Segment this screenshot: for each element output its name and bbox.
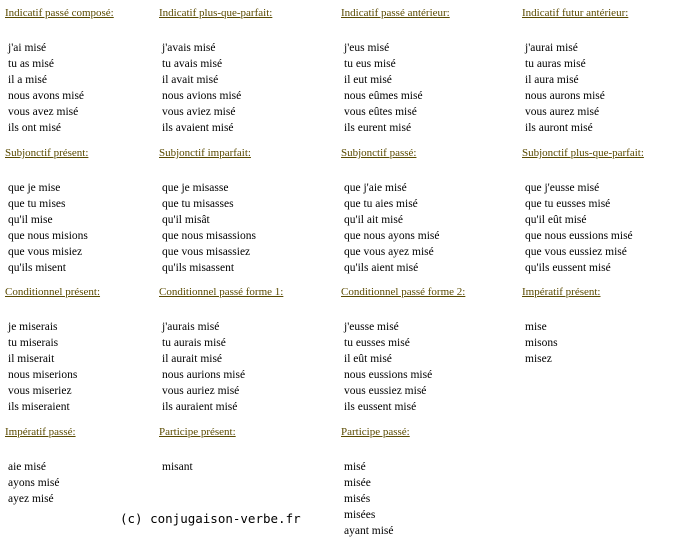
- tense-block: [341, 286, 511, 415]
- conjugated-form: ayons misé: [8, 477, 60, 489]
- conjugated-form: ils ont misé: [8, 122, 62, 134]
- conjugated-form: misant: [162, 461, 193, 473]
- tense-block: [159, 147, 329, 276]
- conjugated-form: vous aviez misé: [162, 106, 236, 118]
- tense-forms: [5, 459, 175, 507]
- conjugated-form: vous avez misé: [8, 106, 79, 118]
- conjugated-form: que vous misiez: [8, 246, 83, 258]
- conjugated-form: il aura misé: [525, 74, 579, 86]
- tense-block: [522, 147, 692, 276]
- tense-forms: [159, 319, 329, 415]
- tense-block: [5, 426, 175, 507]
- conjugated-form: misés: [344, 493, 371, 505]
- conjugated-form: vous miseriez: [8, 385, 72, 397]
- conjugated-form: qu'ils misassent: [162, 262, 235, 274]
- conjugated-form: ils eussent misé: [344, 401, 417, 413]
- conjugated-form: ils avaient misé: [162, 122, 234, 134]
- conjugated-form: ayez misé: [8, 493, 54, 505]
- conjugated-form: j'ai misé: [8, 42, 47, 54]
- conjugated-form: tu as misé: [8, 58, 54, 70]
- tense-forms: [5, 180, 175, 276]
- conjugated-form: mise: [525, 321, 547, 333]
- conjugated-form: qu'il eût misé: [525, 214, 587, 226]
- conjugated-form: qu'il misât: [162, 214, 210, 226]
- conjugated-form: que tu aies misé: [344, 198, 418, 210]
- conjugated-form: que nous misions: [8, 230, 88, 242]
- conjugated-form: nous aurions misé: [162, 369, 246, 381]
- tense-block: [159, 426, 329, 475]
- tense-block: [522, 7, 692, 136]
- conjugated-form: vous eussiez misé: [344, 385, 427, 397]
- conjugated-form: nous miserions: [8, 369, 78, 381]
- conjugated-form: tu miserais: [8, 337, 59, 349]
- tense-forms: [5, 40, 175, 136]
- conjugated-form: j'aurai misé: [525, 42, 578, 54]
- tense-title[interactable]: Indicatif passé composé:: [5, 7, 114, 19]
- conjugated-form: que j'eusse misé: [525, 182, 600, 194]
- tense-title[interactable]: Conditionnel passé forme 1:: [159, 286, 284, 298]
- conjugated-form: que je misasse: [162, 182, 229, 194]
- tense-title[interactable]: Participe passé:: [341, 426, 410, 438]
- tense-block: [341, 7, 511, 136]
- tense-forms: [341, 40, 511, 136]
- tense-block: [159, 7, 329, 136]
- conjugated-form: qu'ils misent: [8, 262, 66, 274]
- conjugated-form: je miserais: [8, 321, 58, 333]
- tense-forms: [522, 180, 692, 276]
- tense-block: [5, 147, 175, 276]
- conjugated-form: ils auront misé: [525, 122, 593, 134]
- tense-forms: [341, 459, 511, 539]
- conjugated-form: j'eus misé: [344, 42, 390, 54]
- tense-forms: [522, 40, 692, 136]
- conjugated-form: il miserait: [8, 353, 55, 365]
- conjugated-form: nous avions misé: [162, 90, 242, 102]
- tense-title[interactable]: Subjonctif présent:: [5, 147, 89, 159]
- tense-forms: [522, 319, 692, 367]
- conjugated-form: ils miseraient: [8, 401, 70, 413]
- tense-forms: [159, 40, 329, 136]
- conjugated-form: vous aurez misé: [525, 106, 600, 118]
- conjugated-form: qu'il mise: [8, 214, 53, 226]
- conjugated-form: il a misé: [8, 74, 47, 86]
- conjugated-form: ayant misé: [344, 525, 394, 537]
- tense-block: [159, 286, 329, 415]
- conjugated-form: que je mise: [8, 182, 61, 194]
- conjugated-form: ils auraient misé: [162, 401, 238, 413]
- conjugated-form: que tu eusses misé: [525, 198, 611, 210]
- tense-block: [5, 286, 175, 415]
- tense-title[interactable]: Participe présent:: [159, 426, 236, 438]
- tense-title[interactable]: Impératif passé:: [5, 426, 76, 438]
- tense-title[interactable]: Impératif présent:: [522, 286, 601, 298]
- conjugated-form: qu'il ait misé: [344, 214, 403, 226]
- tense-title[interactable]: Conditionnel passé forme 2:: [341, 286, 466, 298]
- conjugated-form: misées: [344, 509, 376, 521]
- conjugated-form: il eut misé: [344, 74, 392, 86]
- tense-title[interactable]: Indicatif passé antérieur:: [341, 7, 450, 19]
- conjugated-form: il aurait misé: [162, 353, 223, 365]
- conjugated-form: que nous misassions: [162, 230, 256, 242]
- conjugated-form: tu avais misé: [162, 58, 223, 70]
- tense-title[interactable]: Indicatif plus-que-parfait:: [159, 7, 273, 19]
- conjugated-form: misez: [525, 353, 552, 365]
- conjugated-form: tu eusses misé: [344, 337, 410, 349]
- tense-block: [341, 426, 511, 539]
- conjugated-form: nous avons misé: [8, 90, 85, 102]
- conjugated-form: nous eussions misé: [344, 369, 433, 381]
- conjugated-form: nous aurons misé: [525, 90, 605, 102]
- conjugated-form: tu eus misé: [344, 58, 396, 70]
- tense-title[interactable]: Conditionnel présent:: [5, 286, 101, 298]
- conjugated-form: nous eûmes misé: [344, 90, 423, 102]
- copyright-notice: (c) conjugaison-verbe.fr: [120, 511, 301, 526]
- tense-forms: [341, 180, 511, 276]
- conjugated-form: tu aurais misé: [162, 337, 226, 349]
- conjugated-form: misée: [344, 477, 371, 489]
- conjugated-form: misons: [525, 337, 558, 349]
- tense-title[interactable]: Subjonctif plus-que-parfait:: [522, 147, 644, 159]
- conjugated-form: que tu misasses: [162, 198, 234, 210]
- conjugated-form: qu'ils aient misé: [344, 262, 419, 274]
- conjugated-form: que vous ayez misé: [344, 246, 434, 258]
- conjugated-form: que vous misassiez: [162, 246, 251, 258]
- conjugated-form: tu auras misé: [525, 58, 586, 70]
- tense-forms: [159, 459, 329, 475]
- conjugated-form: j'eusse misé: [344, 321, 399, 333]
- conjugated-form: misé: [344, 461, 366, 473]
- conjugated-form: j'avais misé: [162, 42, 216, 54]
- conjugated-form: aie misé: [8, 461, 46, 473]
- conjugated-form: que nous eussions misé: [525, 230, 633, 242]
- conjugated-form: il eût misé: [344, 353, 392, 365]
- conjugated-form: que tu mises: [8, 198, 66, 210]
- tense-title[interactable]: Subjonctif imparfait:: [159, 147, 251, 159]
- conjugated-form: qu'ils eussent misé: [525, 262, 611, 274]
- tense-forms: [341, 319, 511, 415]
- tense-forms: [159, 180, 329, 276]
- tense-title[interactable]: Indicatif futur antérieur:: [522, 7, 629, 19]
- conjugated-form: vous eûtes misé: [344, 106, 417, 118]
- conjugated-form: il avait misé: [162, 74, 219, 86]
- conjugated-form: que vous eussiez misé: [525, 246, 627, 258]
- tense-block: [522, 286, 692, 367]
- conjugated-form: ils eurent misé: [344, 122, 412, 134]
- conjugated-form: j'aurais misé: [162, 321, 220, 333]
- conjugated-form: que j'aie misé: [344, 182, 407, 194]
- tense-block: [5, 7, 175, 136]
- conjugated-form: que nous ayons misé: [344, 230, 440, 242]
- conjugated-form: vous auriez misé: [162, 385, 240, 397]
- tense-title[interactable]: Subjonctif passé:: [341, 147, 417, 159]
- tense-block: [341, 147, 511, 276]
- tense-forms: [5, 319, 175, 415]
